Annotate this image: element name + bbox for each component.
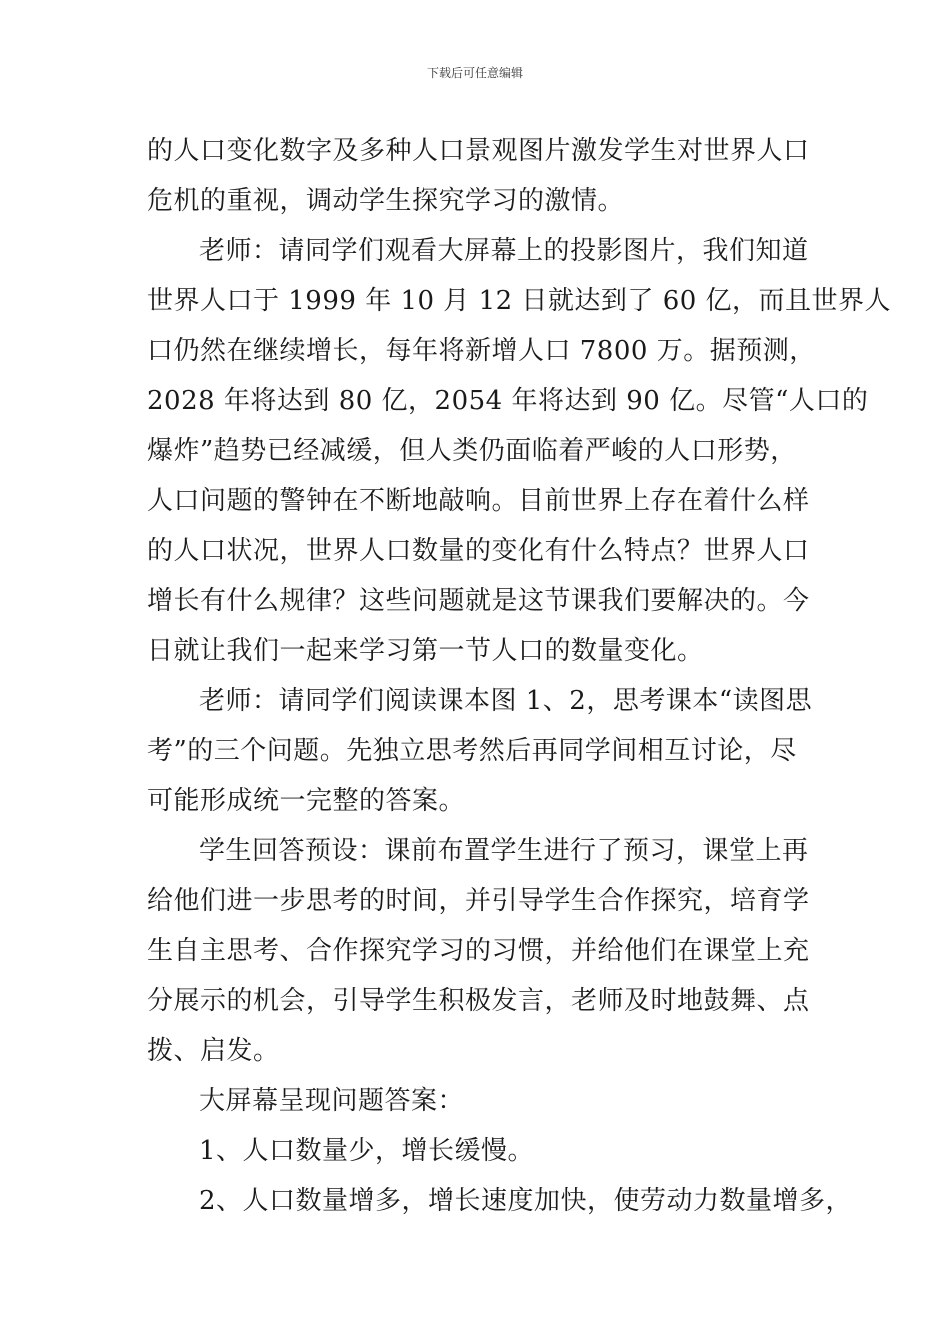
page-header: 下载后可任意编辑 (426, 66, 523, 80)
text-line: 日就让我们一起来学习第一节人口的数量变化。 (147, 636, 704, 666)
paragraph-start: 老师：请同学们阅读课本图 1、2，思考课本“读图思 (199, 686, 813, 716)
list-item: 1、人口数量少，增长缓慢。 (199, 1136, 535, 1166)
paragraph-start: 学生回答预设：课前布置学生进行了预习，课堂上再 (199, 836, 809, 866)
list-item: 2、人口数量增多，增长速度加快，使劳动力数量增多， (199, 1186, 853, 1216)
text-line: 增长有什么规律？这些问题就是这节课我们要解决的。今 (147, 586, 810, 616)
text-line: 世界人口于 1999 年 10 月 12 日就达到了 60 亿，而且世界人 (147, 286, 892, 316)
paragraph-start: 老师：请同学们观看大屏幕上的投影图片，我们知道 (199, 236, 809, 266)
text-line: 2028 年将达到 80 亿，2054 年将达到 90 亿。尽管“人口的 (147, 386, 869, 416)
text-line: 分展示的机会，引导学生积极发言，老师及时地鼓舞、点 (147, 986, 810, 1016)
text-line: 人口问题的警钟在不断地敲响。目前世界上存在着什么样 (147, 486, 810, 516)
text-line: 爆炸”趋势已经减缓，但人类仍面临着严峻的人口形势， (147, 436, 797, 466)
text-line: 的人口变化数字及多种人口景观图片激发学生对世界人口 (147, 136, 810, 166)
text-line: 可能形成统一完整的答案。 (147, 786, 466, 816)
text-line: 生自主思考、合作探究学习的习惯，并给他们在课堂上充 (147, 936, 810, 966)
text-line: 拨、启发。 (147, 1036, 280, 1066)
text-line: 危机的重视，调动学生探究学习的激情。 (147, 186, 625, 216)
document-body (147, 126, 892, 1226)
text-line: 考”的三个问题。先独立思考然后再同学间相互讨论，尽 (147, 736, 797, 766)
text-line: 的人口状况，世界人口数量的变化有什么特点？世界人口 (147, 536, 810, 566)
text-line: 给他们进一步思考的时间，并引导学生合作探究，培育学 (147, 886, 810, 916)
paragraph-start: 大屏幕呈现问题答案： (199, 1086, 465, 1116)
text-line: 口仍然在继续增长，每年将新增人口 7800 万。据预测， (147, 336, 816, 366)
